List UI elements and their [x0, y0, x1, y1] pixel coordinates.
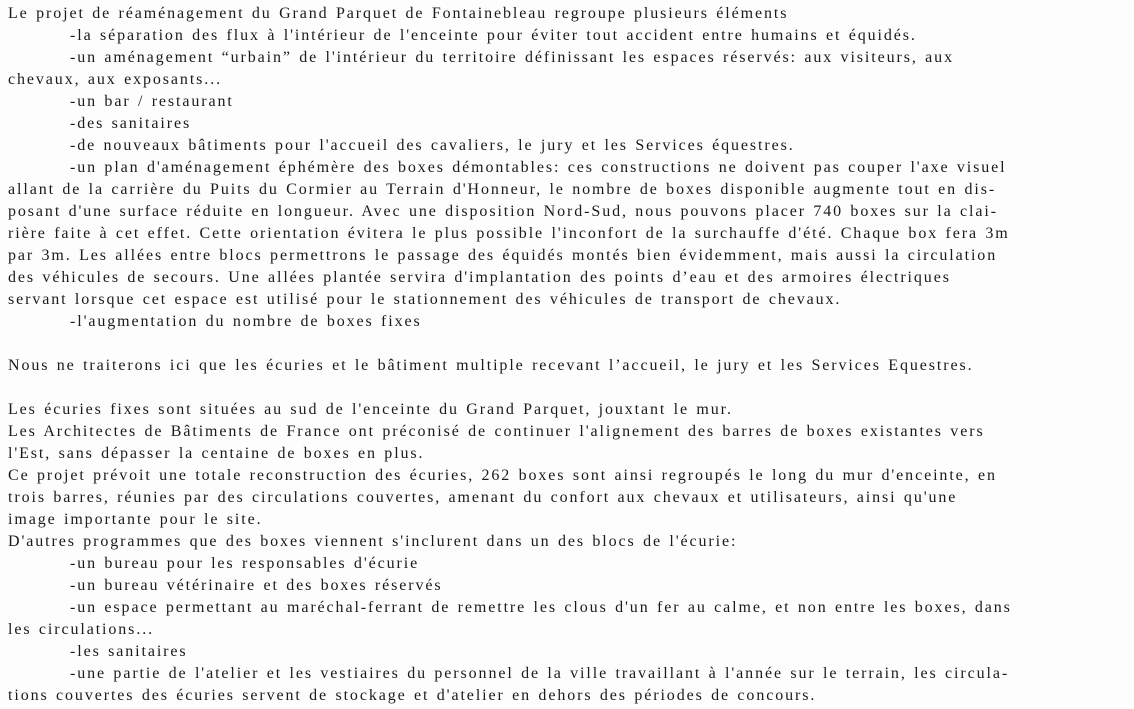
- text-line: D'autres programmes que des boxes viennent s'inclurent dans un des blocs de l'écurie:: [8, 533, 738, 550]
- text-line: -une partie de l'atelier et les vestiaires du personnel de la ville travaillant à l'année sur le terrain, les circula-: [70, 665, 1010, 682]
- text-line: image importante pour le site.: [8, 511, 263, 528]
- text-line: par 3m. Les allées entre blocs permettrons le passage des équidés montés bien évidemment, mais aussi la circulation: [8, 247, 998, 264]
- document-body: [8, 3, 1132, 707]
- text-line: chevaux, aux exposants...: [8, 71, 223, 88]
- text-line: -la séparation des flux à l'intérieur de l'enceinte pour éviter tout accident entre humains et équidés.: [70, 27, 917, 44]
- text-line: Les écuries fixes sont situées au sud de l'enceinte du Grand Parquet, jouxtant le mur.: [8, 401, 733, 418]
- text-line: -l'augmentation du nombre de boxes fixes: [70, 313, 422, 330]
- text-line: -des sanitaires: [70, 115, 192, 132]
- text-line: -de nouveaux bâtiments pour l'accueil des cavaliers, le jury et les Services équestres.: [70, 137, 795, 154]
- text-line: Les Architectes de Bâtiments de France ont préconisé de continuer l'alignement des barres de boxes existantes vers: [8, 423, 985, 440]
- text-line: les circulations...: [8, 621, 155, 638]
- text-line: -un plan d'aménagement éphémère des boxes démontables: ces constructions ne doivent pas couper l'axe visuel: [70, 159, 1007, 176]
- text-line: trois barres, réunies par des circulations couvertes, amenant du confort aux chevaux et utilisateurs, ainsi qu'une: [8, 489, 958, 506]
- text-line: Ce projet prévoit une totale reconstruction des écuries, 262 boxes sont ainsi regroupés le long du mur d'enceinte, en: [8, 467, 997, 484]
- text-line: -un bureau vétérinaire et des boxes réservés: [70, 577, 443, 594]
- text-line: posant d'une surface réduite en longueur. Avec une disposition Nord-Sud, nous pouvons placer 740 boxes sur la clai-: [8, 203, 998, 220]
- text-line: tions couvertes des écuries servent de stockage et d'atelier en dehors des périodes de concours.: [8, 687, 817, 704]
- text-line: l'Est, sans dépasser la centaine de boxes en plus.: [8, 445, 425, 462]
- text-line: rière faite à cet effet. Cette orientation évitera le plus possible l'inconfort de la surchauffe d'été. Chaque box fera 3m: [8, 225, 1010, 242]
- text-line: -un aménagement “urbain” de l'intérieur du territoire définissant les espaces réservés: aux visiteurs, aux: [70, 49, 954, 66]
- text-line: -un bar / restaurant: [70, 93, 234, 110]
- text-line: -les sanitaires: [70, 643, 188, 660]
- text-line: allant de la carrière du Puits du Cormier au Terrain d'Honneur, le nombre de boxes disponible augmente tout en dis-: [8, 181, 997, 198]
- text-line: [8, 377, 1132, 399]
- text-line: des véhicules de secours. Une allées plantée servira d'implantation des points d’eau et des armoires électriques: [8, 269, 951, 286]
- text-line: Nous ne traiterons ici que les écuries et le bâtiment multiple recevant l’accueil, le jury et les Services Equestres.: [8, 357, 974, 374]
- text-line: -un bureau pour les responsables d'écurie: [70, 555, 420, 572]
- text-line: Le projet de réaménagement du Grand Parquet de Fontainebleau regroupe plusieurs éléments: [8, 5, 789, 22]
- text-line: [8, 333, 1132, 355]
- text-line: -un espace permettant au maréchal-ferrant de remettre les clous d'un fer au calme, et non entre les boxes, dans: [70, 599, 1012, 616]
- text-line: servant lorsque cet espace est utilisé pour le stationnement des véhicules de transport de chevaux.: [8, 291, 842, 308]
